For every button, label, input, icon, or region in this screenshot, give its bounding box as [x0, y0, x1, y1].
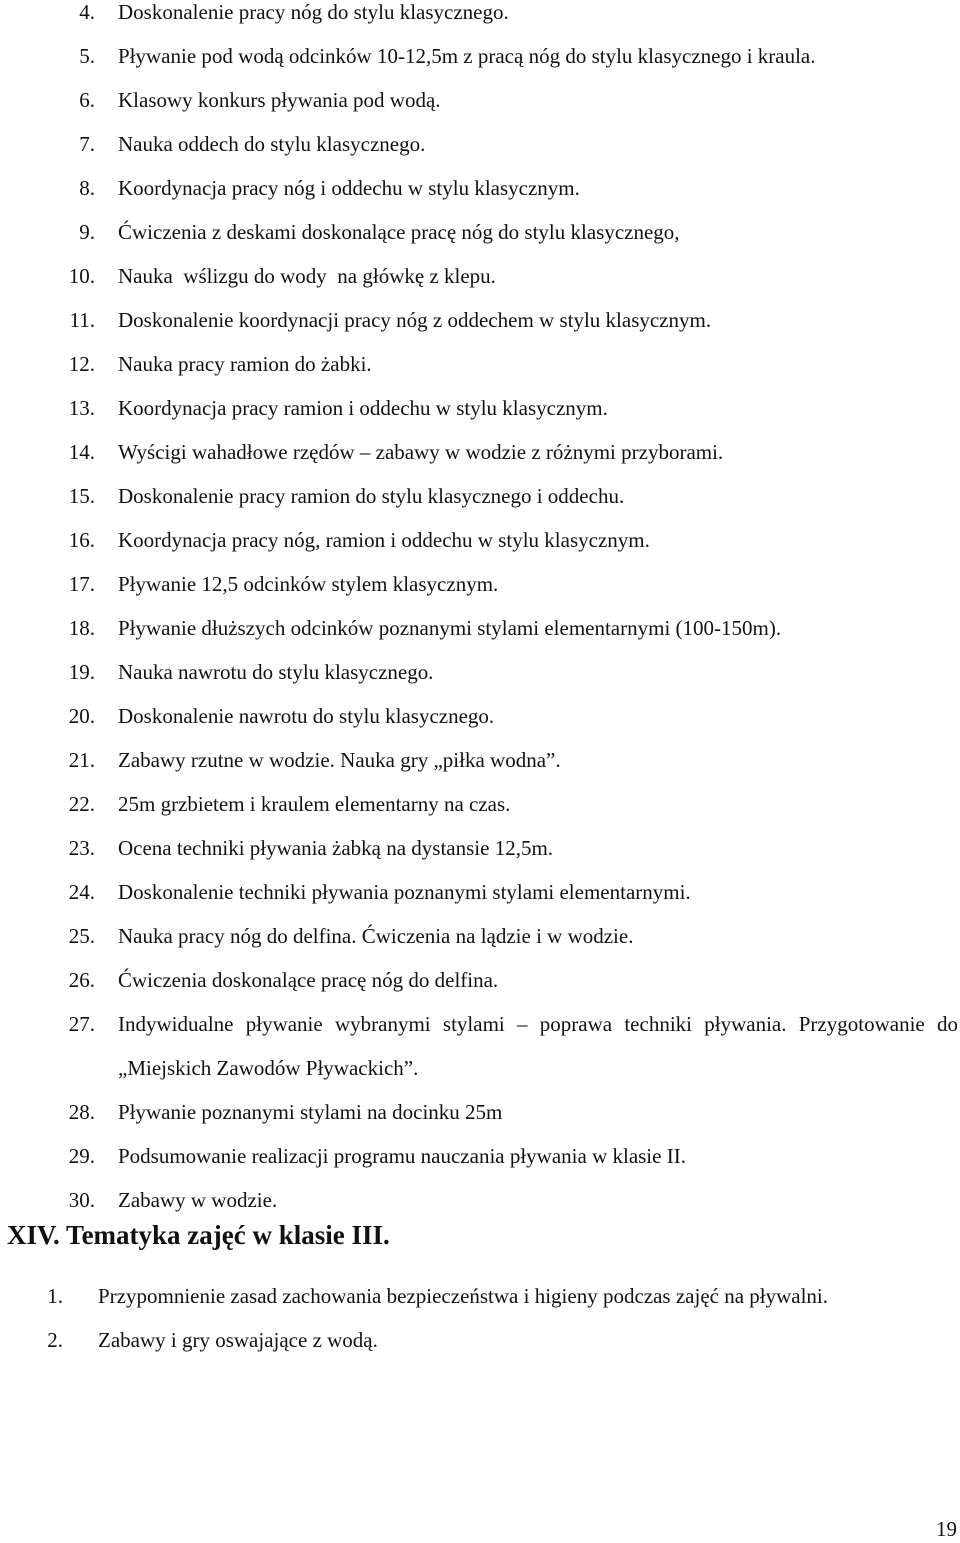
- list-item: [0, 34, 960, 78]
- list-item: [0, 1002, 960, 1090]
- page-number: 19: [936, 1517, 957, 1541]
- list-item-number: 22.: [68, 792, 95, 816]
- list-item-text: Ćwiczenia z deskami doskonalące pracę nóg do stylu klasycznego,: [118, 220, 680, 244]
- list-item-number: 24.: [68, 880, 95, 904]
- list-item-number: 11.: [69, 308, 95, 332]
- list-item-number: 18.: [68, 616, 95, 640]
- list-item-number: 20.: [68, 704, 95, 728]
- list-item: [0, 562, 960, 606]
- list-item: [0, 166, 960, 210]
- list-item-text: Indywidualne pływanie wybranymi stylami – poprawa techniki pływania. Przygotowanie do „Miejskich Zawodów Pływackich”.: [118, 1012, 958, 1080]
- list-item-number: 13.: [68, 396, 95, 420]
- list-item: [0, 958, 960, 1002]
- list-item: [0, 826, 960, 870]
- list-item-text: Zabawy w wodzie.: [118, 1188, 278, 1212]
- list-item: [0, 606, 960, 650]
- list-item-text: Ćwiczenia doskonalące pracę nóg do delfina.: [118, 968, 499, 992]
- list-item: [0, 474, 960, 518]
- list-item-text: Zabawy i gry oswajające z wodą.: [98, 1328, 378, 1352]
- list-item-number: 26.: [68, 968, 95, 992]
- list-item: [0, 694, 960, 738]
- list-item-number: 10.: [68, 264, 95, 288]
- list-item-number: 16.: [68, 528, 95, 552]
- list-item: [0, 298, 960, 342]
- list-item-number: 14.: [68, 440, 95, 464]
- list-item-text: Przypomnienie zasad zachowania bezpieczeństwa i higieny podczas zajęć na pływalni.: [98, 1284, 829, 1308]
- list-item-text: Nauka pracy nóg do delfina. Ćwiczenia na lądzie i w wodzie.: [118, 924, 634, 948]
- topics-list-class-3: [0, 1274, 960, 1362]
- list-item-text: Koordynacja pracy nóg i oddechu w stylu klasycznym.: [118, 176, 580, 200]
- list-item-text: Doskonalenie pracy nóg do stylu klasycznego.: [118, 0, 509, 24]
- list-item: [0, 870, 960, 914]
- list-item-number: 7.: [79, 132, 95, 156]
- list-item: [0, 78, 960, 122]
- list-item-text: Nauka wślizgu do wody na główkę z klepu.: [118, 264, 496, 288]
- list-item: [0, 782, 960, 826]
- list-item-text: Koordynacja pracy nóg, ramion i oddechu w stylu klasycznym.: [118, 528, 650, 552]
- list-item-text: Doskonalenie nawrotu do stylu klasycznego.: [118, 704, 495, 728]
- list-item-number: 21.: [68, 748, 95, 772]
- list-item-number: 29.: [68, 1144, 95, 1168]
- list-item-number: 15.: [68, 484, 95, 508]
- list-item-text: Ocena techniki pływania żabką na dystansie 12,5m.: [118, 836, 554, 860]
- list-item-text: Nauka oddech do stylu klasycznego.: [118, 132, 426, 156]
- list-item: [0, 1090, 960, 1134]
- list-item: [0, 122, 960, 166]
- list-item-text: Doskonalenie koordynacji pracy nóg z oddechem w stylu klasycznym.: [118, 308, 712, 332]
- list-item-number: 19.: [68, 660, 95, 684]
- list-item-text: Nauka pracy ramion do żabki.: [118, 352, 372, 376]
- list-item-number: 25.: [68, 924, 95, 948]
- list-item-number: 28.: [68, 1100, 95, 1124]
- list-item-text: Pływanie poznanymi stylami na docinku 25m: [118, 1100, 503, 1124]
- list-item: [0, 738, 960, 782]
- list-item-text: Pływanie 12,5 odcinków stylem klasycznym.: [118, 572, 499, 596]
- list-item: [0, 1134, 960, 1178]
- list-item-number: 1.: [47, 1284, 63, 1308]
- list-item-number: 5.: [79, 44, 95, 68]
- list-item: [0, 914, 960, 958]
- list-item-number: 30.: [68, 1188, 95, 1212]
- list-item: [0, 518, 960, 562]
- list-item: [0, 386, 960, 430]
- list-item-text: 25m grzbietem i kraulem elementarny na czas.: [118, 792, 511, 816]
- list-item-text: Pływanie pod wodą odcinków 10-12,5m z pracą nóg do stylu klasycznego i kraula.: [118, 44, 816, 68]
- list-item-number: 27.: [68, 1012, 95, 1036]
- list-item-text: Zabawy rzutne w wodzie. Nauka gry „piłka wodna”.: [118, 748, 561, 772]
- list-item: [0, 430, 960, 474]
- list-item: [0, 650, 960, 694]
- list-item-number: 12.: [68, 352, 95, 376]
- list-item-text: Koordynacja pracy ramion i oddechu w stylu klasycznym.: [118, 396, 608, 420]
- list-item: [0, 1318, 960, 1362]
- list-item-number: 6.: [79, 88, 95, 112]
- list-item-text: Podsumowanie realizacji programu nauczania pływania w klasie II.: [118, 1144, 686, 1168]
- list-item: [0, 0, 960, 34]
- list-item-number: 4.: [79, 0, 95, 24]
- list-item-number: 23.: [68, 836, 95, 860]
- list-item-number: 17.: [68, 572, 95, 596]
- list-item-text: Wyścigi wahadłowe rzędów – zabawy w wodzie z różnymi przyborami.: [118, 440, 724, 464]
- list-item-number: 9.: [79, 220, 95, 244]
- section-heading: XIV. Tematyka zajęć w klasie III.: [7, 1220, 390, 1250]
- list-item-number: 8.: [79, 176, 95, 200]
- list-item: [0, 342, 960, 386]
- list-item-text: Klasowy konkurs pływania pod wodą.: [118, 88, 441, 112]
- list-item-number: 2.: [47, 1328, 63, 1352]
- list-item-text: Pływanie dłuższych odcinków poznanymi stylami elementarnymi (100-150m).: [118, 616, 782, 640]
- list-item-text: Doskonalenie pracy ramion do stylu klasycznego i oddechu.: [118, 484, 625, 508]
- list-item: [0, 210, 960, 254]
- list-item-text: Nauka nawrotu do stylu klasycznego.: [118, 660, 434, 684]
- list-item: [0, 1274, 960, 1318]
- list-item-text: Doskonalenie techniki pływania poznanymi stylami elementarnymi.: [118, 880, 691, 904]
- list-item: [0, 254, 960, 298]
